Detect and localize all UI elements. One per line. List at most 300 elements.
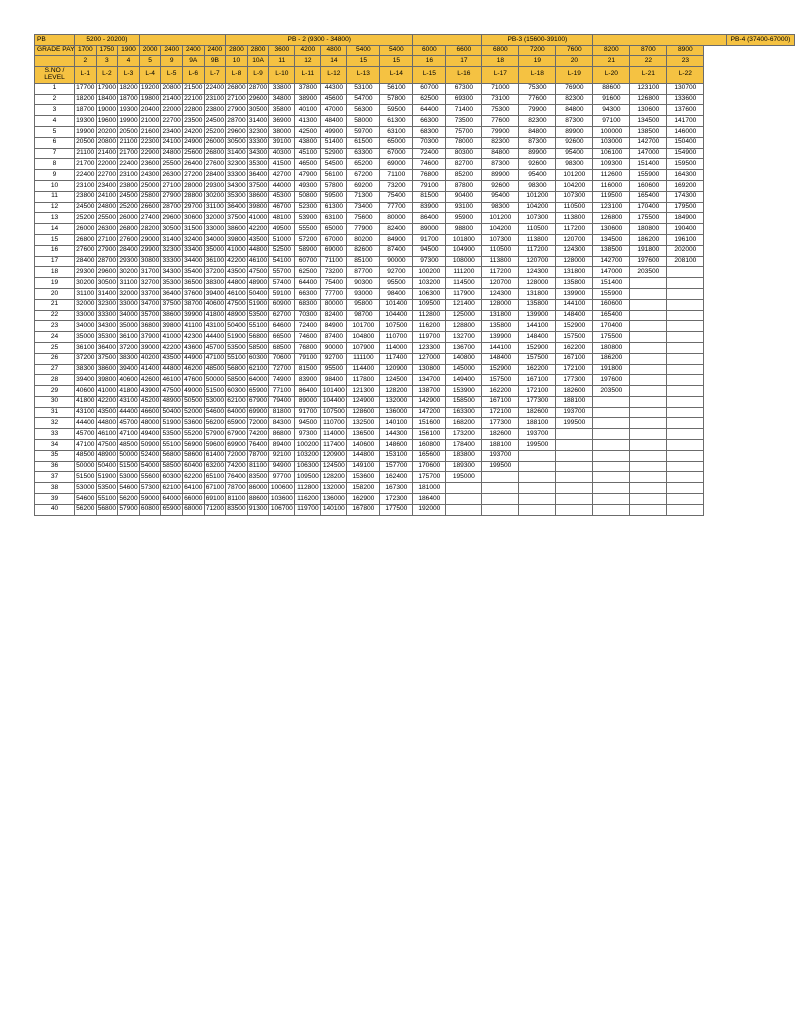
pay-cell: 72000 — [247, 418, 269, 429]
pay-cell: 26000 — [75, 224, 97, 235]
pay-cell: 94500 — [295, 418, 321, 429]
pay-cell: 69100 — [204, 494, 226, 505]
pay-cell: 34000 — [118, 310, 140, 321]
pay-cell: 34800 — [269, 94, 295, 105]
level-label: LEVEL — [44, 73, 65, 81]
pay-cell: 113800 — [519, 234, 556, 245]
pay-cell: 64000 — [161, 494, 183, 505]
pay-cell: 67300 — [446, 83, 482, 94]
pay-cell: 88600 — [247, 494, 269, 505]
pay-cell: 114500 — [446, 278, 482, 289]
grade-pay-row — [35, 45, 795, 56]
pay-cell: 22300 — [139, 137, 161, 148]
pay-cell: 148400 — [519, 332, 556, 343]
pay-cell: 54600 — [118, 483, 140, 494]
pay-cell: 109500 — [413, 299, 446, 310]
pay-cell: 85200 — [446, 170, 482, 181]
pay-cell: 149100 — [347, 461, 380, 472]
pay-cell: 190400 — [667, 224, 704, 235]
pay-cell: 35700 — [139, 310, 161, 321]
pay-cell: 37500 — [161, 299, 183, 310]
cell-number: 9A — [182, 56, 204, 67]
table-row — [35, 234, 795, 245]
pay-cell: 152900 — [482, 364, 519, 375]
pay-cell — [667, 342, 704, 353]
pay-cell: 177500 — [380, 504, 413, 515]
pay-cell: 144300 — [380, 429, 413, 440]
pay-cell: 53100 — [347, 83, 380, 94]
pay-cell — [667, 386, 704, 397]
pay-cell: 41000 — [247, 213, 269, 224]
pay-cell: 162200 — [556, 342, 593, 353]
pay-cell: 20500 — [118, 126, 140, 137]
pay-cell: 51900 — [96, 472, 118, 483]
table-row — [35, 191, 795, 202]
cell-number: 20 — [556, 56, 593, 67]
pay-cell — [630, 483, 667, 494]
pay-cell: 196100 — [667, 234, 704, 245]
pay-cell: 33000 — [75, 310, 97, 321]
pay-cell: 136000 — [321, 494, 347, 505]
pay-cell: 39100 — [269, 137, 295, 148]
pay-cell: 18700 — [75, 105, 97, 116]
pay-cell: 63300 — [347, 148, 380, 159]
pay-cell: 43100 — [204, 321, 226, 332]
pay-cell: 51500 — [204, 386, 226, 397]
pay-cell: 110500 — [482, 245, 519, 256]
pay-cell: 132700 — [446, 332, 482, 343]
pay-cell: 53500 — [247, 310, 269, 321]
pay-cell: 22900 — [139, 148, 161, 159]
pay-cell: 140600 — [347, 440, 380, 451]
pay-cell: 48000 — [139, 418, 161, 429]
pay-cell: 21700 — [118, 148, 140, 159]
pay-cell: 28800 — [182, 191, 204, 202]
pay-cell — [593, 504, 630, 515]
table-row — [35, 321, 795, 332]
pay-cell: 119700 — [295, 504, 321, 515]
pay-matrix-sheet — [34, 34, 791, 513]
pay-cell: 36800 — [139, 321, 161, 332]
pay-cell: 66000 — [182, 494, 204, 505]
pay-cell: 67200 — [347, 170, 380, 181]
pay-cell: 58500 — [247, 342, 269, 353]
pay-cell: 39800 — [226, 234, 248, 245]
pay-cell: 144100 — [482, 342, 519, 353]
pay-cell: 151400 — [630, 159, 667, 170]
pay-cell: 121400 — [446, 299, 482, 310]
row-index: 20 — [35, 288, 75, 299]
pay-cell: 82300 — [482, 137, 519, 148]
pay-cell: 57300 — [139, 483, 161, 494]
grade-pay-cell: 7200 — [519, 45, 556, 56]
pay-cell: 36400 — [161, 288, 183, 299]
pay-cell: 91700 — [295, 407, 321, 418]
pay-cell: 79100 — [295, 353, 321, 364]
pay-cell: 154900 — [667, 148, 704, 159]
level-header: L-18 — [519, 66, 556, 83]
pay-cell: 148600 — [380, 440, 413, 451]
pay-cell: 119500 — [593, 191, 630, 202]
pay-cell: 35800 — [269, 105, 295, 116]
pay-cell: 101200 — [556, 170, 593, 181]
pay-cell: 59500 — [380, 105, 413, 116]
pay-cell: 53600 — [182, 418, 204, 429]
pay-cell: 117800 — [347, 375, 380, 386]
pay-cell — [482, 494, 519, 505]
pay-cell — [556, 504, 593, 515]
pay-cell: 193700 — [556, 407, 593, 418]
pay-cell — [667, 353, 704, 364]
level-header: L-9 — [247, 66, 269, 83]
pay-cell: 114000 — [321, 429, 347, 440]
pay-cell: 128600 — [347, 407, 380, 418]
pay-cell: 123100 — [593, 202, 630, 213]
level-header: L-20 — [593, 66, 630, 83]
level-header: L-19 — [556, 66, 593, 83]
grade-pay-cell: 6000 — [413, 45, 446, 56]
pay-cell: 36400 — [247, 170, 269, 181]
pay-cell: 75400 — [321, 278, 347, 289]
pay-cell: 71400 — [446, 105, 482, 116]
pay-cell: 49300 — [295, 180, 321, 191]
pay-cell: 26800 — [226, 83, 248, 94]
pay-cell: 103000 — [593, 137, 630, 148]
row-index: 36 — [35, 461, 75, 472]
pay-cell: 73400 — [347, 202, 380, 213]
pay-cell: 95900 — [446, 213, 482, 224]
pay-cell: 159500 — [667, 159, 704, 170]
row-index: 33 — [35, 429, 75, 440]
pay-cell: 77600 — [519, 94, 556, 105]
pay-cell: 32300 — [226, 159, 248, 170]
pay-cell: 71000 — [482, 83, 519, 94]
pay-cell: 157500 — [519, 353, 556, 364]
pay-cell: 60300 — [247, 353, 269, 364]
pay-cell: 57900 — [118, 504, 140, 515]
pay-cell: 81500 — [413, 191, 446, 202]
pay-cell: 98300 — [519, 180, 556, 191]
pay-cell: 82400 — [380, 224, 413, 235]
pay-cell: 42600 — [139, 375, 161, 386]
level-header: L-6 — [182, 66, 204, 83]
pay-cell: 56800 — [161, 450, 183, 461]
pay-cell: 74600 — [295, 332, 321, 343]
pay-cell: 39800 — [161, 321, 183, 332]
table-row — [35, 213, 795, 224]
table-row — [35, 116, 795, 127]
pay-cell: 74600 — [413, 159, 446, 170]
pay-cell — [630, 321, 667, 332]
pay-cell: 94500 — [413, 245, 446, 256]
pay-cell: 47500 — [161, 386, 183, 397]
pay-cell: 67900 — [226, 429, 248, 440]
pay-cell: 81800 — [269, 407, 295, 418]
pay-cell: 103600 — [269, 494, 295, 505]
pay-cell: 41800 — [75, 396, 97, 407]
pay-cell: 23600 — [139, 159, 161, 170]
pay-cell: 19600 — [96, 116, 118, 127]
pay-cell: 56100 — [380, 83, 413, 94]
pay-cell: 49000 — [182, 386, 204, 397]
pay-cell: 53000 — [75, 483, 97, 494]
pay-cell: 177300 — [482, 418, 519, 429]
pay-cell: 112800 — [413, 310, 446, 321]
level-header: L-1 — [75, 66, 97, 83]
pay-cell: 144100 — [556, 299, 593, 310]
pay-cell: 127000 — [413, 353, 446, 364]
pay-cell: 27100 — [96, 234, 118, 245]
table-row — [35, 364, 795, 375]
pay-cell: 37200 — [75, 353, 97, 364]
pay-cell: 101400 — [380, 299, 413, 310]
pay-cell — [667, 332, 704, 343]
pay-cell: 29300 — [118, 256, 140, 267]
pay-cell: 104200 — [556, 180, 593, 191]
pay-cell: 61300 — [321, 202, 347, 213]
pay-cell: 36900 — [269, 116, 295, 127]
pay-cell: 152900 — [556, 321, 593, 332]
pay-cell: 31400 — [96, 288, 118, 299]
pay-cell: 65000 — [321, 224, 347, 235]
pay-band-group: 5200 - 20200) — [75, 35, 140, 46]
pay-cell: 172100 — [519, 386, 556, 397]
pay-cell — [667, 321, 704, 332]
pay-cell: 56900 — [182, 440, 204, 451]
pay-cell: 27200 — [182, 170, 204, 181]
pay-cell: 182600 — [519, 407, 556, 418]
pay-cell: 42200 — [96, 396, 118, 407]
pay-cell: 37500 — [226, 213, 248, 224]
pay-band-group: PB-3 (15600-39100) — [482, 35, 593, 46]
row-index: 12 — [35, 202, 75, 213]
pay-cell: 21700 — [75, 159, 97, 170]
pay-cell: 189300 — [446, 461, 482, 472]
pay-cell: 104400 — [380, 310, 413, 321]
pay-cell: 54000 — [139, 461, 161, 472]
table-row — [35, 245, 795, 256]
pay-cell — [667, 440, 704, 451]
pay-cell: 123300 — [413, 342, 446, 353]
pay-cell: 38300 — [204, 278, 226, 289]
pay-cell: 27600 — [204, 159, 226, 170]
pay-cell: 157500 — [482, 375, 519, 386]
pay-cell: 88600 — [593, 83, 630, 94]
grade-pay-cell: 4800 — [321, 45, 347, 56]
pay-cell: 43900 — [139, 386, 161, 397]
pay-cell: 21100 — [75, 148, 97, 159]
pay-cell: 34300 — [161, 267, 183, 278]
pay-cell: 25000 — [139, 180, 161, 191]
row-index: 17 — [35, 256, 75, 267]
pay-cell: 177300 — [519, 396, 556, 407]
pay-cell: 173200 — [446, 429, 482, 440]
pay-band-label: PB — [35, 35, 75, 46]
pay-cell: 167300 — [380, 483, 413, 494]
pay-cell: 30500 — [96, 278, 118, 289]
pay-cell: 19800 — [139, 94, 161, 105]
pay-cell — [667, 461, 704, 472]
pay-cell: 77700 — [380, 202, 413, 213]
pay-cell: 188100 — [482, 440, 519, 451]
pay-cell: 142700 — [630, 137, 667, 148]
pay-band-group — [139, 35, 225, 46]
pay-cell: 22400 — [204, 83, 226, 94]
row-index: 22 — [35, 310, 75, 321]
pay-cell: 43500 — [96, 407, 118, 418]
pay-cell: 197600 — [630, 256, 667, 267]
pay-cell — [667, 429, 704, 440]
pay-cell: 73100 — [482, 94, 519, 105]
table-row — [35, 375, 795, 386]
pay-cell: 23400 — [161, 126, 183, 137]
pay-cell: 32300 — [161, 245, 183, 256]
pay-cell: 66300 — [295, 288, 321, 299]
level-header: L-2 — [96, 66, 118, 83]
row-index: 10 — [35, 180, 75, 191]
cell-number: 22 — [630, 56, 667, 67]
grade-pay-cell: 1750 — [96, 45, 118, 56]
pay-cell: 64000 — [247, 375, 269, 386]
pay-cell: 54600 — [204, 407, 226, 418]
pay-cell: 112800 — [295, 483, 321, 494]
pay-cell — [593, 472, 630, 483]
pay-cell: 23100 — [204, 94, 226, 105]
pay-cell: 177300 — [556, 375, 593, 386]
pay-cell: 84800 — [519, 126, 556, 137]
pay-cell: 57400 — [269, 278, 295, 289]
pay-cell: 49900 — [321, 126, 347, 137]
pay-cell: 140100 — [321, 504, 347, 515]
pay-cell: 39800 — [247, 202, 269, 213]
pay-cell: 33300 — [161, 256, 183, 267]
pay-cell: 109500 — [295, 472, 321, 483]
pay-cell: 44000 — [269, 180, 295, 191]
pay-cell: 117200 — [482, 267, 519, 278]
pay-cell: 141700 — [667, 116, 704, 127]
cell-number: 5 — [139, 56, 161, 67]
pay-cell: 37500 — [247, 180, 269, 191]
pay-cell: 147000 — [630, 148, 667, 159]
pay-cell: 130600 — [593, 224, 630, 235]
pay-cell: 45700 — [204, 342, 226, 353]
pay-cell: 38700 — [182, 299, 204, 310]
pay-cell: 156100 — [413, 429, 446, 440]
grade-pay-cell: 2800 — [226, 45, 248, 56]
pay-cell: 98400 — [321, 375, 347, 386]
pay-cell — [446, 483, 482, 494]
pay-cell: 52500 — [269, 245, 295, 256]
pay-cell: 40200 — [139, 353, 161, 364]
level-header: L-10 — [269, 66, 295, 83]
pay-cell: 36100 — [118, 332, 140, 343]
pay-cell: 46100 — [226, 288, 248, 299]
pay-cell: 138700 — [413, 386, 446, 397]
pay-cell: 186200 — [630, 234, 667, 245]
pay-cell: 132000 — [321, 483, 347, 494]
pay-cell: 123100 — [630, 83, 667, 94]
pay-cell: 101700 — [347, 321, 380, 332]
pay-cell — [556, 450, 593, 461]
pay-cell: 64400 — [413, 105, 446, 116]
pay-cell: 20800 — [96, 137, 118, 148]
row-index: 1 — [35, 83, 75, 94]
pay-cell: 110700 — [321, 418, 347, 429]
pay-cell: 85100 — [347, 256, 380, 267]
pay-cell: 54100 — [269, 256, 295, 267]
pay-cell: 19300 — [118, 105, 140, 116]
pay-cell: 34300 — [247, 148, 269, 159]
pay-cell: 47000 — [321, 105, 347, 116]
pay-cell: 170400 — [593, 321, 630, 332]
pay-cell: 132500 — [347, 418, 380, 429]
pay-cell: 24300 — [139, 170, 161, 181]
grade-pay-cell: 2800 — [247, 45, 269, 56]
pay-cell — [446, 504, 482, 515]
pay-cell: 43500 — [226, 267, 248, 278]
pay-cell: 165400 — [630, 191, 667, 202]
row-index: 14 — [35, 224, 75, 235]
pay-cell: 153600 — [347, 472, 380, 483]
pay-cell: 81500 — [295, 364, 321, 375]
pay-cell: 27600 — [75, 245, 97, 256]
pay-cell: 151600 — [413, 418, 446, 429]
pay-cell: 30500 — [161, 224, 183, 235]
pay-cell: 175500 — [630, 213, 667, 224]
grade-pay-cell: 1700 — [75, 45, 97, 56]
pay-cell: 56200 — [118, 494, 140, 505]
pay-cell: 81100 — [226, 494, 248, 505]
pay-cell: 42200 — [226, 256, 248, 267]
pay-cell: 175500 — [593, 332, 630, 343]
pay-cell: 22700 — [161, 116, 183, 127]
pay-cell: 60300 — [161, 472, 183, 483]
cell-number: 9 — [161, 56, 183, 67]
pay-cell: 46200 — [182, 364, 204, 375]
pay-cell: 80200 — [347, 234, 380, 245]
table-row — [35, 418, 795, 429]
pay-cell: 39400 — [204, 288, 226, 299]
row-index: 39 — [35, 494, 75, 505]
pay-cell: 39400 — [75, 375, 97, 386]
grade-pay-cell: 2400 — [204, 45, 226, 56]
pay-cell: 192000 — [413, 504, 446, 515]
pay-cell — [667, 407, 704, 418]
pay-cell: 117900 — [446, 288, 482, 299]
pay-cell: 51500 — [118, 461, 140, 472]
pay-cell: 67000 — [380, 148, 413, 159]
row-index: 6 — [35, 137, 75, 148]
pay-cell: 195000 — [446, 472, 482, 483]
pay-cell: 63100 — [321, 213, 347, 224]
pay-cell: 22400 — [118, 159, 140, 170]
table-row — [35, 126, 795, 137]
pay-cell: 72700 — [269, 364, 295, 375]
pay-cell: 98300 — [556, 159, 593, 170]
pay-cell: 64600 — [269, 321, 295, 332]
pay-cell: 50900 — [139, 440, 161, 451]
pay-cell: 45300 — [269, 191, 295, 202]
pay-cell: 124900 — [347, 396, 380, 407]
pay-cell: 37200 — [118, 342, 140, 353]
pay-cell: 103200 — [295, 450, 321, 461]
pay-cell: 91600 — [593, 94, 630, 105]
pay-cell: 72400 — [413, 148, 446, 159]
pay-cell: 86400 — [295, 386, 321, 397]
pay-cell: 52400 — [139, 450, 161, 461]
pay-cell: 188100 — [519, 418, 556, 429]
pay-cell: 18400 — [96, 94, 118, 105]
